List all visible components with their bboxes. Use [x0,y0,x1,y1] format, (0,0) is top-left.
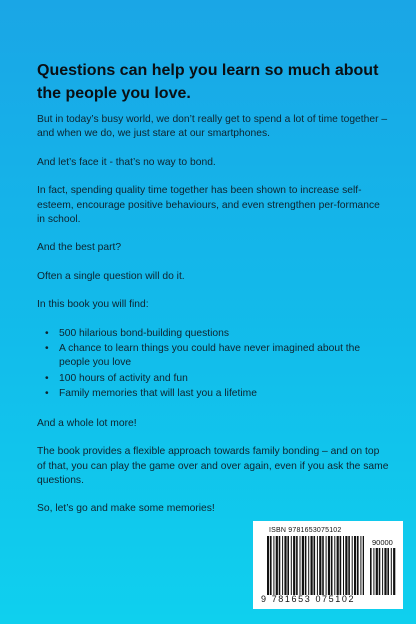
barcode-bars [267,536,364,595]
isbn-label: ISBN 9781653075102 [269,527,342,534]
list-item: • 100 hours of activity and fun [45,372,389,386]
paragraph: In fact, spending quality time together has been shown to increase self-esteem, encourage positive behaviours, and even strengthen per-formance in school. [37,185,380,226]
body-text [37,113,389,531]
paragraph: And let’s face it - that’s no way to bond. [37,156,216,168]
barcode-addon-bars [370,548,396,595]
paragraph: And the best part? [37,242,122,254]
list-item: • Family memories that will last you a lifetime [45,387,389,401]
list-item: • 500 hilarious bond-building questions [45,327,389,341]
feature-list [37,327,389,402]
headline: Questions can help you learn so much about the people you love. [37,62,379,102]
paragraph: Often a single question will do it. [37,270,185,282]
price-code: 90000 [372,538,393,547]
paragraph: The book provides a flexible approach towards family bonding – and on top of that, you can play the game over and over again, even if you ask the same questions. [37,446,389,486]
paragraph: But in today’s busy world, we don’t really get to spend a lot of time together – and when we do, we just stare at our smartphones. [37,114,388,140]
isbn-barcode [253,521,403,609]
paragraph: In this book you will find: [37,299,149,311]
paragraph: And a whole lot more! [37,417,137,429]
list-item: • A chance to learn things you could have never imagined about the people you love [45,342,389,371]
paragraph: So, let’s go and make some memories! [37,503,215,515]
barcode-digits: 9 781653 075102 [261,594,356,604]
